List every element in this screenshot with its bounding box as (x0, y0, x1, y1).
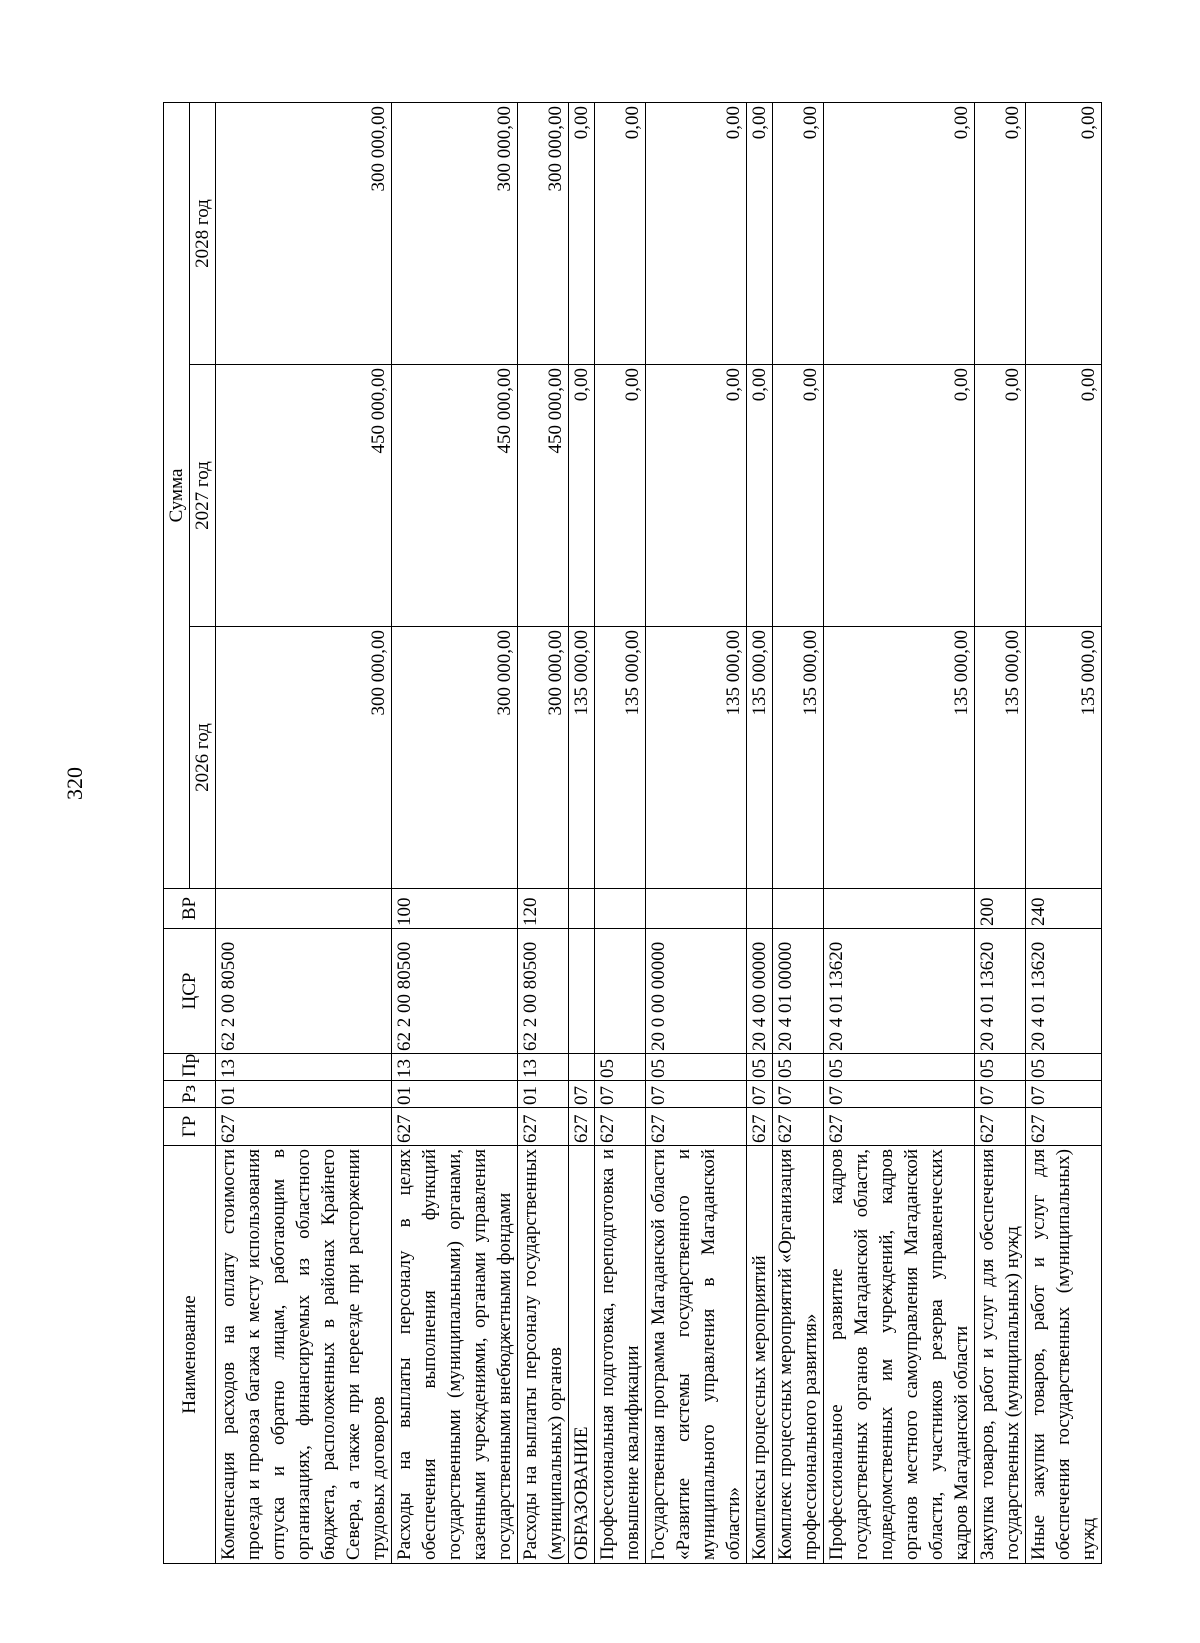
cell-vr (569, 889, 595, 929)
cell-2028: 0,00 (569, 102, 595, 364)
table-row (773, 102, 824, 1563)
cell-2026: 135 000,00 (773, 627, 824, 889)
cell-vr (646, 889, 747, 929)
cell-pr: 05 (1026, 1054, 1102, 1081)
table-row (216, 102, 392, 1563)
cell-gr: 627 (392, 1108, 518, 1146)
cell-csr: 62 2 00 80500 (518, 929, 569, 1054)
header-2026: 2026 год (190, 627, 216, 889)
cell-rz: 07 (1026, 1081, 1102, 1108)
rotated-table-container (163, 103, 1099, 1564)
cell-name: Профессиональное развитие кадров государственных органов Магаданской области, подведомственных им учреждений, кадров органов местного самоуправления Магаданской области, участников резерва управленческих кадров Магаданской области (824, 1146, 975, 1564)
cell-2028: 300 000,00 (216, 102, 392, 364)
cell-vr (595, 889, 646, 929)
cell-2027: 0,00 (1026, 365, 1102, 627)
cell-vr (773, 889, 824, 929)
cell-2027: 0,00 (569, 365, 595, 627)
cell-2026: 300 000,00 (216, 627, 392, 889)
cell-pr: 13 (392, 1054, 518, 1081)
cell-pr: 05 (646, 1054, 747, 1081)
cell-vr: 200 (975, 889, 1026, 929)
cell-2027: 450 000,00 (216, 365, 392, 627)
cell-name: Закупка товаров, работ и услуг для обеспечения государственных (муниципальных) нужд (975, 1146, 1026, 1564)
cell-name: Профессиональная подготовка, переподготовка и повышение квалификации (595, 1146, 646, 1564)
cell-2026: 135 000,00 (824, 627, 975, 889)
cell-2026: 135 000,00 (569, 627, 595, 889)
cell-csr: 62 2 00 80500 (392, 929, 518, 1054)
cell-2026: 135 000,00 (595, 627, 646, 889)
cell-vr (216, 889, 392, 929)
cell-name: ОБРАЗОВАНИЕ (569, 1146, 595, 1564)
header-sum: Сумма (164, 102, 190, 888)
cell-pr: 05 (595, 1054, 646, 1081)
cell-csr: 20 4 00 00000 (747, 929, 773, 1054)
cell-rz: 07 (569, 1081, 595, 1108)
cell-2028: 0,00 (773, 102, 824, 364)
cell-pr: 05 (824, 1054, 975, 1081)
cell-vr (747, 889, 773, 929)
cell-2028: 300 000,00 (392, 102, 518, 364)
cell-2028: 0,00 (646, 102, 747, 364)
cell-csr: 20 4 01 13620 (975, 929, 1026, 1054)
cell-name: Компенсация расходов на оплату стоимости проезда и провоза багажа к месту использования отпуска и обратно лицам, работающим в организациях, финансируемых из областного бюджета, расположенных в районах Крайнего Севера, а также при переезде при расторжении трудовых договоров (216, 1146, 392, 1564)
cell-2028: 0,00 (975, 102, 1026, 364)
cell-2026: 135 000,00 (646, 627, 747, 889)
cell-rz: 07 (773, 1081, 824, 1108)
cell-rz: 07 (824, 1081, 975, 1108)
cell-2028: 300 000,00 (518, 102, 569, 364)
cell-2028: 0,00 (1026, 102, 1102, 364)
cell-rz: 01 (216, 1081, 392, 1108)
table-row (747, 102, 773, 1563)
cell-2028: 0,00 (595, 102, 646, 364)
table-row (824, 102, 975, 1563)
cell-gr: 627 (646, 1108, 747, 1146)
cell-2027: 0,00 (747, 365, 773, 627)
header-rz: Рз (164, 1081, 216, 1108)
cell-2027: 0,00 (773, 365, 824, 627)
header-gr: ГР (164, 1108, 216, 1146)
cell-csr: 62 2 00 80500 (216, 929, 392, 1054)
cell-gr: 627 (975, 1108, 1026, 1146)
cell-name: Иные закупки товаров, работ и услуг для обеспечения государственных (муниципальных) нужд (1026, 1146, 1102, 1564)
cell-rz: 01 (518, 1081, 569, 1108)
cell-name: Комплекс процессных мероприятий «Организация профессионального развития» (773, 1146, 824, 1564)
cell-gr: 627 (824, 1108, 975, 1146)
header-2027: 2027 год (190, 365, 216, 627)
cell-2026: 300 000,00 (392, 627, 518, 889)
cell-gr: 627 (595, 1108, 646, 1146)
table-row (975, 102, 1026, 1563)
table-row (392, 102, 518, 1563)
cell-2027: 0,00 (824, 365, 975, 627)
header-csr: ЦСР (164, 929, 216, 1054)
cell-rz: 01 (392, 1081, 518, 1108)
cell-vr (824, 889, 975, 929)
cell-2026: 135 000,00 (747, 627, 773, 889)
cell-vr: 240 (1026, 889, 1102, 929)
cell-rz: 07 (747, 1081, 773, 1108)
page-number: 320 (62, 767, 87, 800)
cell-gr: 627 (216, 1108, 392, 1146)
cell-gr: 627 (518, 1108, 569, 1146)
cell-name: Расходы на выплаты персоналу государственных (муниципальных) органов (518, 1146, 569, 1564)
table-row (595, 102, 646, 1563)
cell-name: Комплексы процессных мероприятий (747, 1146, 773, 1564)
header-2028: 2028 год (190, 102, 216, 364)
cell-gr: 627 (569, 1108, 595, 1146)
cell-vr: 120 (518, 889, 569, 929)
cell-pr: 13 (518, 1054, 569, 1081)
cell-csr: 20 4 01 13620 (824, 929, 975, 1054)
cell-pr (569, 1054, 595, 1081)
cell-2026: 300 000,00 (518, 627, 569, 889)
cell-2028: 0,00 (824, 102, 975, 364)
budget-table (163, 102, 1102, 1564)
cell-rz: 07 (646, 1081, 747, 1108)
header-vr: ВР (164, 889, 216, 929)
cell-csr (569, 929, 595, 1054)
header-pr: Пр (164, 1054, 216, 1081)
cell-2026: 135 000,00 (1026, 627, 1102, 889)
cell-2027: 450 000,00 (518, 365, 569, 627)
cell-csr: 20 0 00 00000 (646, 929, 747, 1054)
cell-2026: 135 000,00 (975, 627, 1026, 889)
cell-name: Государственная программа Магаданской области «Развитие системы государственного и муниципального управления в Магаданской области» (646, 1146, 747, 1564)
cell-gr: 627 (773, 1108, 824, 1146)
cell-gr: 627 (747, 1108, 773, 1146)
cell-pr: 13 (216, 1054, 392, 1081)
cell-pr: 05 (747, 1054, 773, 1081)
cell-2028: 0,00 (747, 102, 773, 364)
table-row (1026, 102, 1102, 1563)
cell-vr: 100 (392, 889, 518, 929)
cell-csr: 20 4 01 13620 (1026, 929, 1102, 1054)
header-name: Наименование (164, 1146, 216, 1564)
table-row (646, 102, 747, 1563)
cell-2027: 450 000,00 (392, 365, 518, 627)
cell-gr: 627 (1026, 1108, 1102, 1146)
cell-pr: 05 (975, 1054, 1026, 1081)
cell-csr: 20 4 01 00000 (773, 929, 824, 1054)
table-row (518, 102, 569, 1563)
table-row (569, 102, 595, 1563)
cell-2027: 0,00 (975, 365, 1026, 627)
cell-rz: 07 (595, 1081, 646, 1108)
cell-2027: 0,00 (646, 365, 747, 627)
table-header (164, 102, 216, 1563)
cell-name: Расходы на выплаты персоналу в целях обеспечения выполнения функций государственными (муниципальными) органами, казенными учреждениями, органами управления государственными внебюджетными фондами (392, 1146, 518, 1564)
header-row-1 (164, 102, 190, 1563)
cell-2027: 0,00 (595, 365, 646, 627)
cell-rz: 07 (975, 1081, 1026, 1108)
table-body (216, 102, 1102, 1563)
cell-pr: 05 (773, 1054, 824, 1081)
cell-csr (595, 929, 646, 1054)
